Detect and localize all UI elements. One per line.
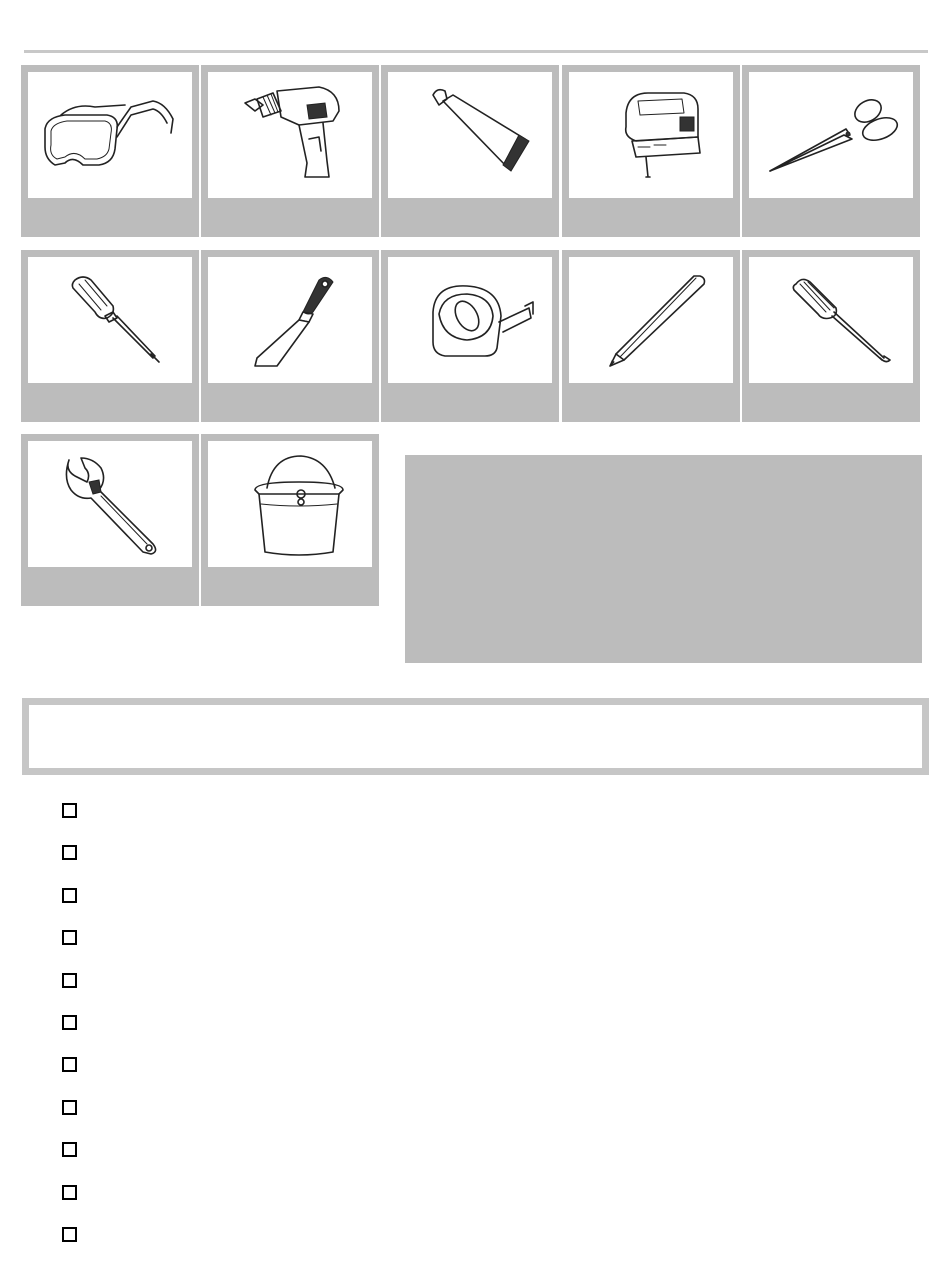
putty-knife-icon bbox=[215, 262, 365, 378]
pencil-icon bbox=[576, 262, 726, 378]
tool-caption bbox=[28, 390, 192, 416]
checklist-item bbox=[62, 929, 922, 971]
tool-caption bbox=[749, 390, 913, 416]
safety-glasses-icon bbox=[35, 77, 185, 193]
tool-caption bbox=[208, 574, 372, 600]
note-box bbox=[405, 455, 922, 663]
checkbox[interactable] bbox=[62, 973, 77, 988]
tool-caption bbox=[28, 574, 192, 600]
phillips-screwdriver-icon bbox=[35, 262, 185, 378]
tool-tile-adjustable-wrench bbox=[21, 434, 199, 606]
tool-image-frame bbox=[28, 72, 192, 198]
tool-image-frame bbox=[388, 72, 552, 198]
checkbox[interactable] bbox=[62, 930, 77, 945]
tool-caption bbox=[749, 205, 913, 231]
tool-tile-bucket bbox=[201, 434, 379, 606]
adjustable-wrench-icon bbox=[35, 446, 185, 562]
checklist-item bbox=[62, 1141, 922, 1183]
tool-tile-drill bbox=[201, 65, 379, 237]
tool-tile-jigsaw bbox=[562, 65, 740, 237]
tool-tile-phillips-screwdriver bbox=[21, 250, 199, 422]
checklist-item bbox=[62, 1056, 922, 1098]
tool-image-frame bbox=[208, 441, 372, 567]
tool-image-frame bbox=[208, 257, 372, 383]
checklist-item bbox=[62, 1014, 922, 1056]
checkbox[interactable] bbox=[62, 1227, 77, 1242]
section-header-bar bbox=[22, 698, 929, 775]
tool-tile-scissors bbox=[742, 65, 920, 237]
tool-tile-safety-glasses bbox=[21, 65, 199, 237]
tool-image-frame bbox=[28, 441, 192, 567]
tool-tile-tube bbox=[381, 65, 559, 237]
section-header-inner bbox=[29, 705, 922, 768]
checklist-item bbox=[62, 844, 922, 886]
tool-caption bbox=[569, 390, 733, 416]
checkbox[interactable] bbox=[62, 888, 77, 903]
checklist-item bbox=[62, 887, 922, 929]
cordless-drill-icon bbox=[215, 77, 365, 193]
tool-image-frame bbox=[28, 257, 192, 383]
tool-caption bbox=[388, 205, 552, 231]
tool-image-frame bbox=[208, 72, 372, 198]
checklist-item bbox=[62, 972, 922, 1014]
tool-image-frame bbox=[569, 257, 733, 383]
tool-image-frame bbox=[388, 257, 552, 383]
tool-tile-tape-measure bbox=[381, 250, 559, 422]
tool-tile-pencil bbox=[562, 250, 740, 422]
checklist-item bbox=[62, 1099, 922, 1141]
jigsaw-icon bbox=[576, 77, 726, 193]
flathead-screwdriver-icon bbox=[756, 262, 906, 378]
tool-caption bbox=[388, 390, 552, 416]
checkbox[interactable] bbox=[62, 803, 77, 818]
tool-image-frame bbox=[749, 257, 913, 383]
checklist-item bbox=[62, 1226, 922, 1268]
tube-icon bbox=[395, 77, 545, 193]
checkbox[interactable] bbox=[62, 1015, 77, 1030]
tool-tile-putty-knife bbox=[201, 250, 379, 422]
checklist-item bbox=[62, 1184, 922, 1226]
checklist-item bbox=[62, 802, 922, 844]
tool-image-frame bbox=[749, 72, 913, 198]
checkbox[interactable] bbox=[62, 1142, 77, 1157]
top-rule bbox=[24, 50, 928, 53]
tool-image-frame bbox=[569, 72, 733, 198]
checkbox[interactable] bbox=[62, 1057, 77, 1072]
tool-caption bbox=[28, 205, 192, 231]
tool-caption bbox=[569, 205, 733, 231]
scissors-icon bbox=[756, 77, 906, 193]
checkbox[interactable] bbox=[62, 1185, 77, 1200]
tool-tile-flathead-screwdriver bbox=[742, 250, 920, 422]
tape-measure-icon bbox=[395, 262, 545, 378]
checkbox[interactable] bbox=[62, 1100, 77, 1115]
tool-caption bbox=[208, 205, 372, 231]
tool-caption bbox=[208, 390, 372, 416]
checkbox[interactable] bbox=[62, 845, 77, 860]
checklist bbox=[62, 802, 922, 1268]
bucket-icon bbox=[215, 446, 365, 562]
